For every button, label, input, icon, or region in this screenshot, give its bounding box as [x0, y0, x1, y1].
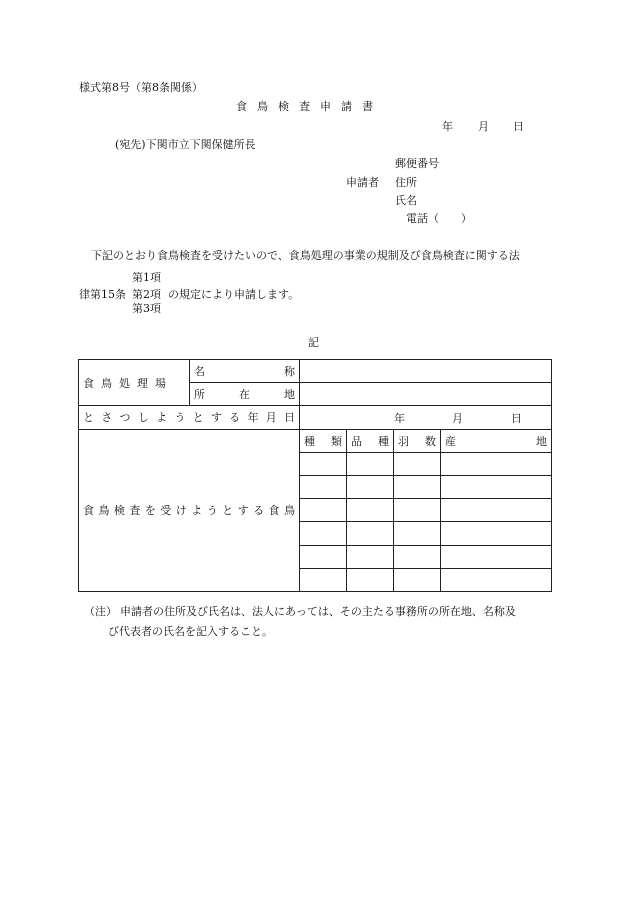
count-cell[interactable]: [394, 499, 441, 522]
option-paragraph-2: 第2項: [132, 288, 161, 301]
origin-cell[interactable]: [441, 475, 552, 498]
slaughter-date-field[interactable]: [300, 406, 552, 429]
address-label: 住所: [395, 176, 417, 189]
breed-cell[interactable]: [347, 499, 394, 522]
slaughter-date-day: 日: [511, 412, 522, 426]
kind-cell[interactable]: [300, 545, 347, 568]
header-origin: 産地: [441, 429, 552, 452]
article-prefix: 律第15条: [79, 288, 126, 301]
facility-name-label: 名称: [190, 360, 300, 383]
postal-code-label: 郵便番号: [395, 157, 439, 170]
option-paragraph-1: 第1項: [132, 271, 161, 284]
origin-cell[interactable]: [441, 452, 552, 475]
date-year: 年: [442, 120, 453, 133]
count-cell[interactable]: [394, 475, 441, 498]
note-head: （注）: [84, 605, 117, 618]
page-title: 食鳥検査申請書: [236, 100, 383, 113]
breed-cell[interactable]: [347, 545, 394, 568]
origin-cell[interactable]: [441, 545, 552, 568]
facility-location-field[interactable]: [300, 383, 552, 406]
breed-cell[interactable]: [347, 452, 394, 475]
kind-cell[interactable]: [300, 452, 347, 475]
slaughter-date-label: とさつしようとする年月日: [79, 406, 300, 429]
facility-location-label: 所在地: [190, 383, 300, 406]
name-label: 氏名: [395, 194, 417, 207]
origin-cell[interactable]: [441, 499, 552, 522]
slaughter-date-month: 月: [452, 412, 463, 426]
count-cell[interactable]: [394, 568, 441, 591]
slaughter-date-year: 年: [394, 412, 405, 426]
kind-cell[interactable]: [300, 522, 347, 545]
breed-cell[interactable]: [347, 522, 394, 545]
breed-cell[interactable]: [347, 568, 394, 591]
count-cell[interactable]: [394, 522, 441, 545]
kind-cell[interactable]: [300, 568, 347, 591]
date-month: 月: [478, 120, 489, 133]
origin-cell[interactable]: [441, 522, 552, 545]
breed-cell[interactable]: [347, 475, 394, 498]
form-number: 様式第8号（第8条関係）: [79, 81, 203, 94]
kind-cell[interactable]: [300, 499, 347, 522]
body-line-1: 下記のとおり食鳥検査を受けたいので、食鳥処理の事業の規制及び食鳥検査に関する法: [91, 249, 520, 262]
kind-cell[interactable]: [300, 475, 347, 498]
ki-heading: 記: [308, 336, 319, 349]
addressee: (宛先)下関市立下関保健所長: [115, 138, 256, 151]
facility-name-field[interactable]: [300, 360, 552, 383]
count-cell[interactable]: [394, 545, 441, 568]
phone-label: 電話（ ）: [406, 212, 472, 225]
body-suffix: の規定により申請します。: [168, 288, 300, 301]
count-cell[interactable]: [394, 452, 441, 475]
header-breed: 品種: [347, 429, 394, 452]
option-paragraph-3: 第3項: [132, 302, 161, 315]
origin-cell[interactable]: [441, 568, 552, 591]
header-count: 羽数: [394, 429, 441, 452]
note-line-2: び代表者の氏名を記入すること。: [108, 625, 273, 638]
header-kind: 種類: [300, 429, 347, 452]
bird-label: 食鳥検査を受けようとする食鳥: [79, 429, 300, 591]
date-day: 日: [513, 120, 524, 133]
note-line-1: 申請者の住所及び氏名は、法人にあっては、その主たる事務所の所在地、名称及: [120, 605, 516, 618]
application-table: [78, 359, 552, 592]
applicant-label: 申請者: [346, 176, 379, 189]
facility-label: 食鳥処理場: [79, 360, 190, 406]
